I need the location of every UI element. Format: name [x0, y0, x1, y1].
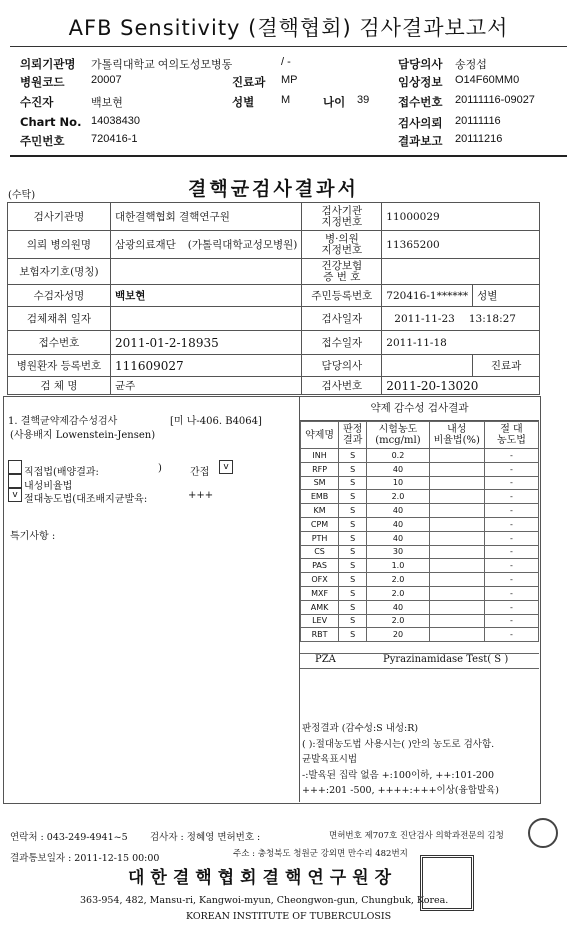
drug-row	[301, 449, 539, 463]
attending-label: 담당의사	[302, 355, 382, 377]
legend-line-5: +++:201 -500, ++++:+++이상(융합발육)	[302, 785, 500, 796]
test-line-1: 1. 결핵균약제감수성검사	[8, 416, 118, 427]
drug-cell-result: S	[339, 628, 367, 642]
test-date-value: 2011-11-23	[394, 312, 455, 325]
institution-label: 의뢰기관명	[20, 57, 76, 71]
accession-date-label: 접수일자	[302, 331, 382, 355]
info-table	[7, 202, 540, 395]
rrn-full-value: 720416-1******	[382, 285, 473, 307]
drug-cell-conc: 1.0	[367, 559, 429, 573]
absolute-label: 절대농도법(대조배지균발육:	[24, 494, 148, 505]
drug-cell-abs: -	[484, 600, 538, 614]
drug-cell-conc: 40	[367, 531, 429, 545]
clinical-label: 임상정보	[398, 75, 443, 89]
hosp-name-value: 삼광의료재단	[114, 239, 176, 251]
drug-cell-conc: 30	[367, 545, 429, 559]
legend-block	[302, 721, 499, 799]
lab-name-label: 검사기관명	[8, 203, 111, 231]
drug-cell-result: S	[339, 545, 367, 559]
test-line-2: (사용배지 Lowenstein-Jensen)	[10, 430, 156, 441]
lab-no-label: 검사기관 지정번호	[302, 203, 382, 231]
drug-cell-drug: OFX	[301, 573, 339, 587]
direct-label: 직접법(배양결과:	[24, 467, 99, 478]
sex-cell	[473, 285, 540, 307]
drug-cell-ratio	[429, 462, 484, 476]
drug-cell-abs: -	[484, 517, 538, 531]
drug-cell-drug: MXF	[301, 586, 339, 600]
form-title: 결핵균검사결과서	[188, 178, 359, 200]
drug-cell-conc: 40	[367, 504, 429, 518]
drug-cell-drug: EMB	[301, 490, 339, 504]
patient-value: 백보현	[91, 97, 123, 109]
drug-cell-ratio	[429, 517, 484, 531]
accession-value: 2011-01-2-18935	[110, 331, 301, 355]
lab-no-value: 11000029	[382, 203, 540, 231]
drug-row	[301, 586, 539, 600]
lab-name-value: 대한결핵협회 결핵연구원	[110, 203, 301, 231]
chart-no-label: Chart No.	[20, 115, 82, 129]
drug-cell-abs: -	[484, 628, 538, 642]
chart-reg-value: 111609027	[110, 355, 301, 377]
drug-cell-conc: 2.0	[367, 573, 429, 587]
hospital-code-value: 20007	[91, 74, 122, 86]
drug-cell-abs: -	[484, 476, 538, 490]
pza-row	[300, 653, 539, 669]
legend-line-1: 판정결과 (감수성:S 내성:R)	[302, 723, 419, 734]
rrn-full-label: 주민등록번호	[302, 285, 382, 307]
drug-cell-conc: 40	[367, 600, 429, 614]
drug-cell-conc: 0.2	[367, 449, 429, 463]
drug-cell-abs: -	[484, 573, 538, 587]
hosp-name-sub: (가톨릭대학교성모병원)	[187, 239, 298, 251]
drug-cell-result: S	[339, 614, 367, 628]
header-top-rule	[10, 46, 567, 47]
drug-cell-result: S	[339, 586, 367, 600]
test-date-label: 검사일자	[302, 307, 382, 331]
report-title: AFB Sensitivity (결핵협회) 검사결과보고서	[68, 16, 509, 40]
hosp-no-value: 11365200	[382, 231, 540, 259]
sex-value: M	[281, 94, 291, 106]
specimen-label: 검 체 명	[8, 377, 111, 395]
drug-cell-drug: PTH	[301, 531, 339, 545]
test-code: [미 나-406. B4064]	[170, 416, 262, 427]
drug-cell-drug: RBT	[301, 628, 339, 642]
request-label: 검사의뢰	[398, 116, 443, 130]
footer-org-name-en: KOREAN INSTITUTE OF TUBERCULOSIS	[186, 911, 392, 922]
rrn-value: 720416-1	[91, 133, 138, 145]
drug-cell-ratio	[429, 490, 484, 504]
clinical-value: O14F60MM0	[455, 74, 520, 86]
legend-line-2: ( ):절대농도법 사용시는( )안의 농도로 검사함.	[302, 738, 495, 750]
remarks-label: 특기사항 :	[10, 531, 56, 542]
drug-cell-result: S	[339, 573, 367, 587]
drug-row	[301, 531, 539, 545]
drug-cell-abs: -	[484, 449, 538, 463]
drug-row	[301, 504, 539, 518]
direct-close: )	[158, 463, 162, 474]
drug-row	[301, 490, 539, 504]
insured-label: 보험자기호(명칭)	[8, 259, 111, 285]
hosp-no-label: 병·의원 지정번호	[302, 231, 382, 259]
footer-report-date: 결과통보일자 : 2011-12-15 00:00	[10, 853, 160, 864]
indirect-label: 간접	[190, 467, 210, 478]
drug-cell-result: S	[339, 476, 367, 490]
footer-org-name-kr: 대한결핵협회결핵연구원장	[128, 868, 398, 888]
drug-row	[301, 628, 539, 642]
direct-checkbox	[8, 460, 22, 474]
drug-table-header	[301, 422, 539, 449]
drug-panel-title: 약제 감수성 검사결과	[300, 396, 539, 421]
test-date-cell	[382, 307, 540, 331]
receipt-label: 접수번호	[398, 95, 443, 109]
test-time-value: 13:18:27	[468, 312, 516, 325]
drug-cell-conc: 2.0	[367, 490, 429, 504]
drug-cell-result: S	[339, 462, 367, 476]
drug-cell-drug: AMK	[301, 600, 339, 614]
drug-cell-drug: CPM	[301, 517, 339, 531]
drug-cell-result: S	[339, 600, 367, 614]
institution-value: 가톨릭대학교 여의도성모병동	[91, 59, 233, 71]
drug-cell-ratio	[429, 559, 484, 573]
footer-examiner: 검사자 : 정혜영 면허번호 :	[150, 832, 261, 843]
request-value: 20111116	[455, 115, 501, 127]
drug-header-1: 판정 결과	[339, 422, 367, 449]
age-value: 39	[357, 94, 370, 106]
drug-cell-drug: RFP	[301, 462, 339, 476]
drug-cell-ratio	[429, 449, 484, 463]
drug-cell-conc: 20	[367, 628, 429, 642]
drug-cell-conc: 10	[367, 476, 429, 490]
drug-cell-drug: INH	[301, 449, 339, 463]
attending-value	[382, 355, 473, 377]
report-date-value: 20111216	[455, 133, 503, 145]
footer-contact: 연락처 : 043-249-4941~5	[10, 832, 128, 843]
age-label: 나이	[323, 95, 346, 109]
drug-cell-result: S	[339, 517, 367, 531]
drug-row	[301, 600, 539, 614]
collect-date-value	[110, 307, 301, 331]
receipt-tag: (수탁)	[8, 190, 36, 201]
test-no-value: 2011-20-13020	[382, 377, 540, 395]
drug-cell-ratio	[429, 573, 484, 587]
hosp-name-cell	[110, 231, 301, 259]
drug-row	[301, 462, 539, 476]
indirect-checkbox: v	[219, 460, 233, 474]
patient-name-value: 백보현	[110, 285, 301, 307]
header-bottom-rule	[10, 155, 567, 157]
drug-row	[301, 559, 539, 573]
drug-cell-abs: -	[484, 586, 538, 600]
specimen-value: 균주	[110, 377, 301, 395]
pza-label: PZA	[315, 654, 336, 665]
legend-line-4: -:발육된 집락 없음 +:100이하, ++:101-200	[302, 769, 494, 781]
drug-cell-result: S	[339, 531, 367, 545]
insurance-value	[382, 259, 540, 285]
doctor-label: 담당의사	[398, 57, 443, 71]
patient-label: 수진자	[20, 95, 54, 109]
chart-reg-label: 병원환자 등록번호	[8, 355, 111, 377]
drug-cell-result: S	[339, 449, 367, 463]
insurance-label: 건강보험 증 번 호	[302, 259, 382, 285]
chart-no-value: 14038430	[91, 115, 140, 127]
drug-header-2: 시험농도 (mcg/ml)	[367, 422, 429, 449]
absolute-growth: +++	[188, 490, 214, 501]
drug-cell-result: S	[339, 490, 367, 504]
drug-cell-drug: SM	[301, 476, 339, 490]
drug-cell-drug: LEV	[301, 614, 339, 628]
drug-row	[301, 545, 539, 559]
drug-cell-abs: -	[484, 462, 538, 476]
dept-value: MP	[281, 74, 298, 86]
absolute-checkbox: v	[8, 488, 22, 502]
insured-value	[110, 259, 301, 285]
drug-cell-ratio	[429, 531, 484, 545]
drug-cell-ratio	[429, 600, 484, 614]
drug-cell-conc: 2.0	[367, 614, 429, 628]
drug-cell-drug: KM	[301, 504, 339, 518]
drug-cell-abs: -	[484, 614, 538, 628]
footer-license: 면허번호 제707호 진단검사 의학과전문의 김청	[329, 831, 504, 841]
form-dept-label: 진료과	[473, 355, 540, 377]
form-sex-label: 성별	[477, 290, 498, 302]
drug-row	[301, 476, 539, 490]
ratio-label: 내성비율법	[24, 481, 73, 492]
footer-address-kr: 주소 : 충청북도 청원군 강외면 만수리 482번지	[233, 849, 408, 859]
report-date-label: 결과보고	[398, 134, 443, 148]
dept-label: 진료과	[232, 75, 266, 89]
drug-row	[301, 517, 539, 531]
drug-cell-conc: 2.0	[367, 586, 429, 600]
drug-cell-ratio	[429, 614, 484, 628]
drug-row	[301, 614, 539, 628]
hosp-name-label: 의뢰 병의원명	[8, 231, 111, 259]
drug-cell-ratio	[429, 586, 484, 600]
accession-date-value: 2011-11-18	[382, 331, 540, 355]
official-seal-stamp	[420, 855, 474, 911]
drug-cell-conc: 40	[367, 462, 429, 476]
drug-header-0: 약제명	[301, 422, 339, 449]
round-seal-stamp	[528, 818, 558, 848]
drug-cell-conc: 40	[367, 517, 429, 531]
legend-line-3: 균발육표시법	[302, 754, 358, 765]
hospital-code-label: 병원코드	[20, 75, 65, 89]
sex-label: 성별	[232, 95, 255, 109]
patient-name-label: 수검자성명	[8, 285, 111, 307]
pza-value: Pyrazinamidase Test( S )	[383, 654, 509, 665]
drug-cell-ratio	[429, 628, 484, 642]
test-no-label: 검사번호	[302, 377, 382, 395]
drug-cell-result: S	[339, 559, 367, 573]
drug-cell-abs: -	[484, 559, 538, 573]
drug-header-4: 절 대 농도법	[484, 422, 538, 449]
accession-label: 접수번호	[8, 331, 111, 355]
rrn-label: 주민번호	[20, 134, 65, 148]
drug-table	[300, 421, 539, 642]
ratio-checkbox	[8, 474, 22, 488]
drug-cell-abs: -	[484, 531, 538, 545]
drug-cell-abs: -	[484, 545, 538, 559]
drug-cell-result: S	[339, 504, 367, 518]
footer-address-en: 363-954, 482, Mansu-ri, Kangwoi-myun, Cheongwon-gun, Chungbuk, Korea.	[80, 895, 449, 906]
drug-cell-ratio	[429, 504, 484, 518]
receipt-value: 20111116-09027	[455, 94, 535, 106]
institution-slash: / -	[281, 56, 291, 68]
drug-cell-ratio	[429, 476, 484, 490]
drug-cell-drug: PAS	[301, 559, 339, 573]
drug-row	[301, 573, 539, 587]
drug-cell-drug: CS	[301, 545, 339, 559]
doctor-value: 송정섭	[455, 59, 487, 71]
drug-header-3: 내성 비율법(%)	[429, 422, 484, 449]
drug-cell-abs: -	[484, 490, 538, 504]
collect-date-label: 검체채취 일자	[8, 307, 111, 331]
drug-cell-abs: -	[484, 504, 538, 518]
drug-cell-ratio	[429, 545, 484, 559]
